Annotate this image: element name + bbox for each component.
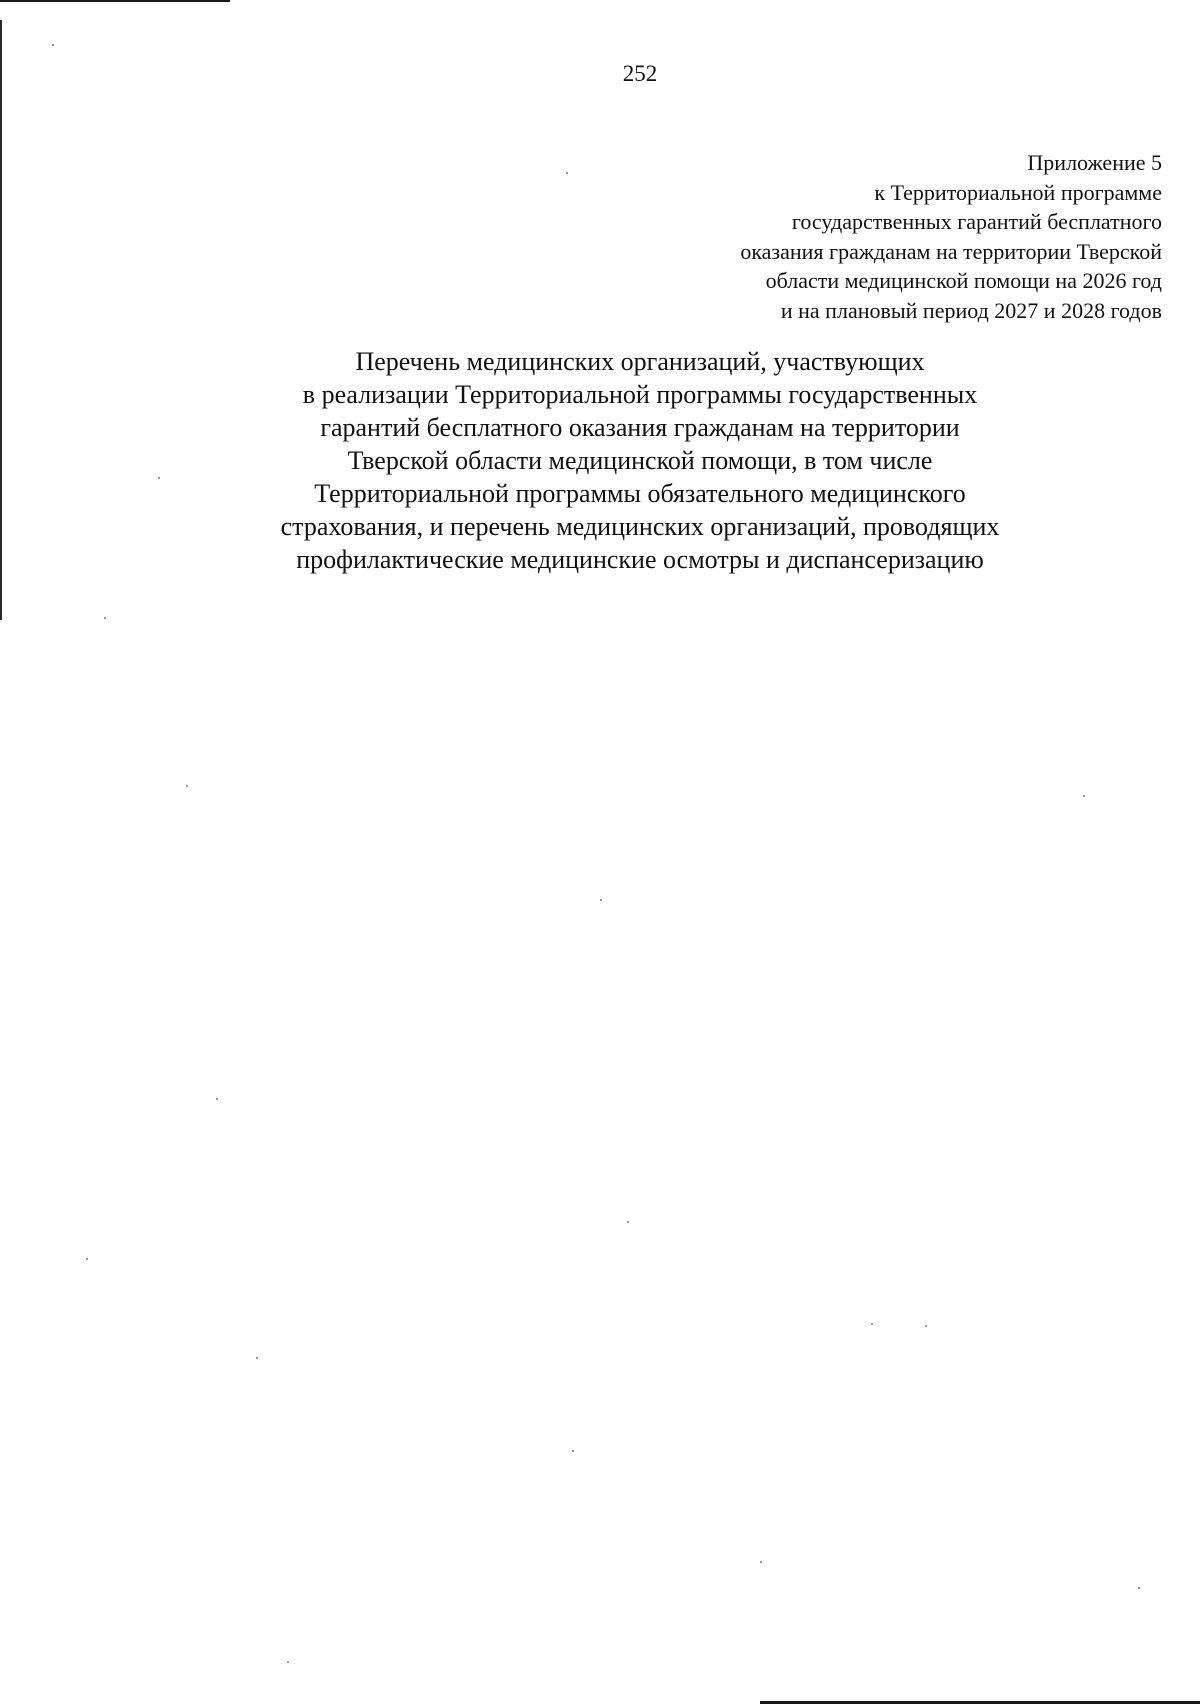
page-number: 252 xyxy=(622,61,658,86)
appendix-line: государственных гарантий бесплатного xyxy=(791,209,1162,234)
title-line: Перечень медицинских организаций, участвующих xyxy=(355,347,925,376)
scan-speck xyxy=(566,172,568,174)
title-line: профилактические медицинские осмотры и диспансеризацию xyxy=(296,545,984,574)
scan-speck xyxy=(287,1661,289,1663)
scan-speck xyxy=(760,1561,762,1563)
scan-speck xyxy=(1083,795,1085,797)
scan-speck xyxy=(256,1357,258,1359)
scan-speck xyxy=(871,1323,873,1325)
scan-speck xyxy=(86,1258,88,1260)
scan-speck xyxy=(572,1450,574,1452)
appendix-line: оказания гражданам на территории Тверской xyxy=(740,238,1162,264)
appendix-line: к Территориальной программе xyxy=(874,179,1162,205)
appendix-header xyxy=(602,148,1162,325)
scan-speck xyxy=(104,617,106,619)
appendix-line: области медицинской помощи на 2026 год xyxy=(765,268,1162,293)
title-line: страхования, и перечень медицинских организаций, проводящих xyxy=(280,512,1000,541)
title-line: Тверской области медицинской помощи, в том числе xyxy=(347,446,933,475)
appendix-line: и на плановый период 2027 и 2028 годов xyxy=(780,297,1162,323)
scan-speck xyxy=(600,899,602,901)
scan-speck xyxy=(52,44,54,46)
title-line: гарантий бесплатного оказания гражданам на территории xyxy=(320,413,960,442)
title-line: в реализации Территориальной программы государственных xyxy=(302,380,978,409)
scan-speck xyxy=(1138,1587,1140,1589)
scan-edge-top xyxy=(0,0,230,2)
scan-speck xyxy=(186,785,188,787)
scan-speck xyxy=(216,1098,218,1100)
scan-speck xyxy=(627,1221,629,1223)
document-title xyxy=(190,345,1090,576)
title-line: Территориальной программы обязательного медицинского xyxy=(314,479,966,508)
appendix-line: Приложение 5 xyxy=(1027,150,1162,175)
scan-edge-left xyxy=(0,20,2,620)
scan-speck xyxy=(925,1325,927,1327)
scan-speck xyxy=(158,477,160,479)
